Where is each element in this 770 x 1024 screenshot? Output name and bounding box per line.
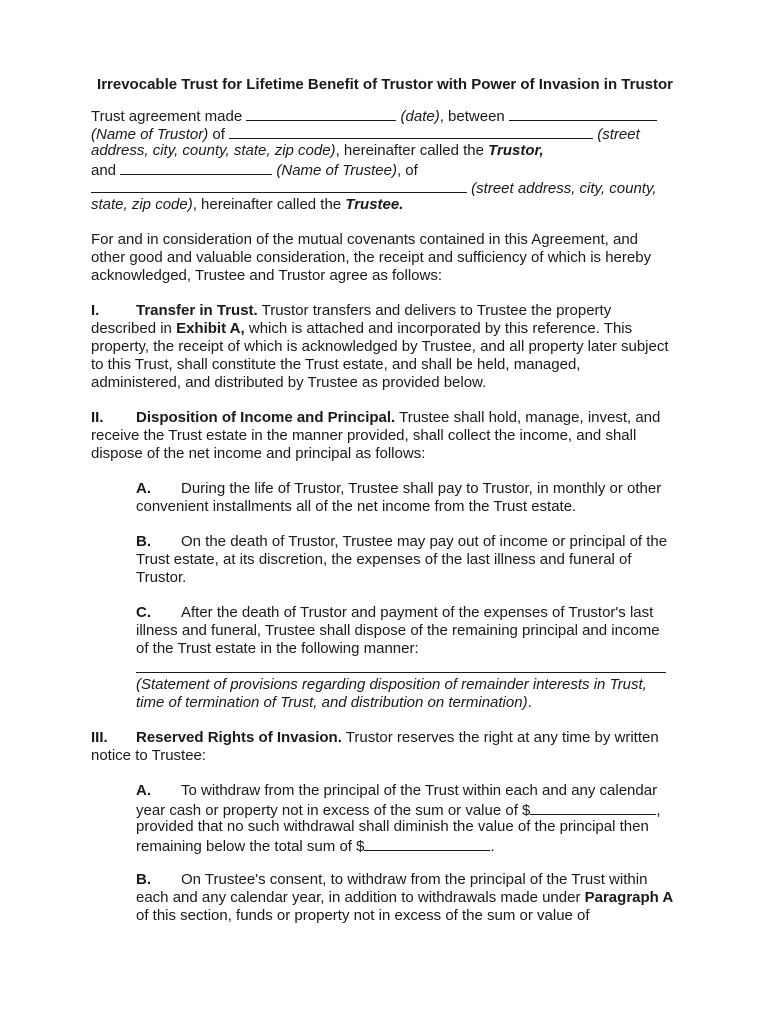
paragraph-text: On Trustee's consent, to withdraw from the principal of the Trust within (181, 871, 648, 888)
paragraph-label: A. (136, 480, 151, 497)
preamble-line (91, 196, 691, 214)
provision-note: time of termination of Trust, and distribution on termination) (136, 694, 528, 711)
paragraph-line: Trustor. (136, 569, 187, 586)
preamble-line (91, 178, 691, 196)
preamble-line (91, 142, 691, 160)
disposition-provisions-blank[interactable] (136, 658, 666, 673)
section-text: described in (91, 320, 177, 337)
preamble-text: and (91, 162, 121, 179)
paragraph-line (91, 658, 691, 676)
annual-withdrawal-amount-blank[interactable] (530, 800, 656, 815)
paragraph-text: year cash or property not in excess of the sum or value of $ (136, 802, 531, 819)
paragraph-2a-line (91, 480, 691, 498)
preamble-line (91, 124, 691, 142)
section-line (91, 320, 691, 338)
section-1-heading-line (91, 302, 691, 320)
section-heading: Reserved Rights of Invasion. (136, 729, 342, 746)
paragraph-text: . (527, 694, 532, 711)
paragraph-label: A. (136, 782, 151, 799)
preamble-text: , hereinafter called the (192, 196, 346, 213)
trustee-name-blank[interactable] (120, 160, 272, 175)
paragraph-line: of the Trust estate in the following manner: (136, 640, 419, 657)
paragraph-text: To withdraw from the principal of the Trust within each and any calendar (181, 782, 658, 799)
date-blank[interactable] (246, 106, 396, 121)
paragraph-text: , (656, 802, 661, 819)
paragraph-line: illness and funeral, Trustee shall dispose of the remaining principal and income (136, 622, 660, 639)
paragraph-2c-line (91, 604, 691, 622)
preamble-text: , of (396, 162, 418, 179)
section-text: which is attached and incorporated by this reference. This (244, 320, 633, 337)
section-text: Trustee shall hold, manage, invest, and (395, 409, 661, 426)
trustor-name-label: (Name of Trustor) (91, 126, 209, 143)
paragraph-line: Trust estate, at its discretion, the expenses of the last illness and funeral of (136, 551, 632, 568)
trustee-address-blank[interactable] (91, 178, 467, 193)
trustee-name-label: (Name of Trustee) (272, 162, 397, 179)
address-label: (street address, city, county, (467, 180, 657, 197)
paragraph-line (91, 694, 691, 712)
paragraph-2b-line (91, 533, 691, 551)
consideration-line: other good and valuable consideration, the receipt and sufficiency of which is hereby (91, 249, 652, 266)
section-heading: Disposition of Income and Principal. (136, 409, 396, 426)
paragraph-3a-line (91, 782, 691, 800)
section-line: receive the Trust estate in the manner provided, shall collect the income, and shall (91, 427, 637, 444)
paragraph-line: provided that no such withdrawal shall diminish the value of the principal then (136, 818, 649, 835)
paragraph-line: of this section, funds or property not in excess of the sum or value of (136, 907, 590, 924)
paragraph-label: C. (136, 604, 151, 621)
paragraph-reference: Paragraph A (584, 889, 674, 906)
paragraph-text: After the death of Trustor and payment of the expenses of Trustor's last (181, 604, 654, 621)
section-line: to this Trust, shall constitute the Trust estate, and shall be held, managed, (91, 356, 581, 373)
paragraph-line (91, 889, 691, 907)
paragraph-line (91, 836, 691, 854)
paragraph-text: each and any calendar year, in addition to withdrawals made under (136, 889, 585, 906)
section-line: dispose of the net income and principal as follows: (91, 445, 426, 462)
section-line: administered, and distributed by Trustee as provided below. (91, 374, 487, 391)
section-line: property, the receipt of which is acknowledged by Trustee, and all property later subject (91, 338, 669, 355)
trustor-name-blank[interactable] (509, 106, 657, 121)
paragraph-line (91, 676, 691, 694)
trustor-term: Trustor, (488, 142, 544, 159)
address-label: (street (593, 126, 640, 143)
document-title: Irrevocable Trust for Lifetime Benefit of Trustor with Power of Invasion in Trustor (97, 76, 673, 93)
section-number: II. (91, 409, 104, 426)
preamble-text: Trust agreement made (91, 108, 247, 125)
consideration-line: acknowledged, Trustee and Trustor agree as follows: (91, 267, 443, 284)
consideration-line: For and in consideration of the mutual covenants contained in this Agreement, and (91, 231, 639, 248)
paragraph-text: On the death of Trustor, Trustee may pay out of income or principal of the (181, 533, 668, 550)
trustor-address-blank[interactable] (229, 124, 593, 139)
date-label: (date) (396, 108, 440, 125)
section-line: notice to Trustee: (91, 747, 207, 764)
preamble-line (91, 106, 691, 124)
address-label: address, city, county, state, zip code) (91, 142, 336, 159)
trustee-term: Trustee. (345, 196, 404, 213)
paragraph-text: During the life of Trustor, Trustee shall pay to Trustor, in monthly or other (181, 480, 662, 497)
section-text: Trustor transfers and delivers to Trustee the property (257, 302, 612, 319)
section-number: I. (91, 302, 100, 319)
document-body (91, 106, 691, 925)
paragraph-text: . (490, 838, 495, 855)
section-2-heading-line (91, 409, 691, 427)
paragraph-line (91, 800, 691, 818)
paragraph-label: B. (136, 871, 151, 888)
paragraph-label: B. (136, 533, 151, 550)
preamble-text: , hereinafter called the (335, 142, 489, 159)
address-label: state, zip code) (91, 196, 193, 213)
paragraph-line: convenient installments all of the net income from the Trust estate. (136, 498, 577, 515)
section-3-heading-line (91, 729, 691, 747)
section-heading: Transfer in Trust. (136, 302, 258, 319)
paragraph-text: remaining below the total sum of $ (136, 838, 365, 855)
minimum-principal-amount-blank[interactable] (364, 836, 490, 851)
paragraph-3b-line (91, 871, 691, 889)
preamble-text: of (208, 126, 230, 143)
preamble-text: , between (439, 108, 509, 125)
preamble-line (91, 160, 691, 178)
section-text: Trustor reserves the right at any time by written (341, 729, 659, 746)
exhibit-reference: Exhibit A, (176, 320, 245, 337)
section-number: III. (91, 729, 108, 746)
provision-note: (Statement of provisions regarding disposition of remainder interests in Trust, (136, 676, 647, 693)
